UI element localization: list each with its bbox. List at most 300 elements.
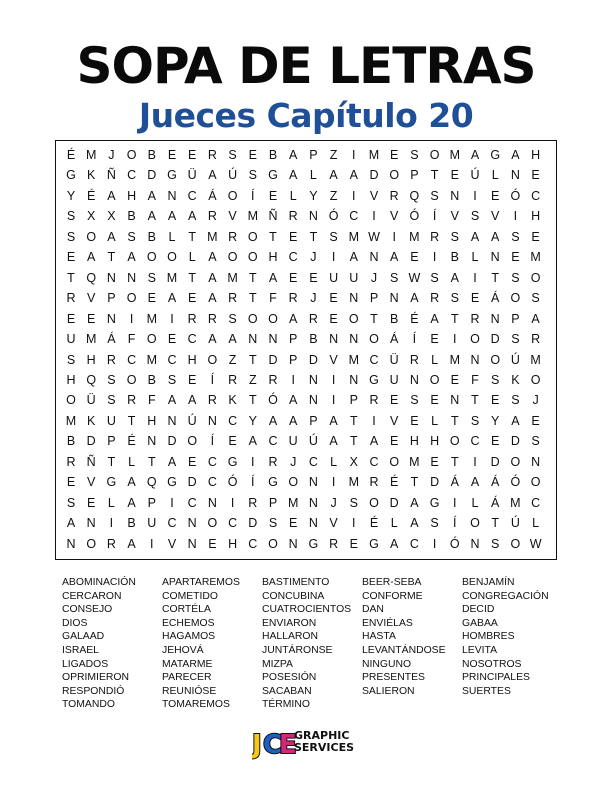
grid-letter: D xyxy=(369,168,379,183)
grid-letter: E xyxy=(491,393,500,408)
logo-line-1: GRAPHIC xyxy=(294,729,350,742)
grid-letter: T xyxy=(349,434,358,449)
grid-letter: S xyxy=(107,372,116,387)
grid-letter: T xyxy=(450,413,459,428)
grid-letter: Z xyxy=(228,352,237,367)
grid-letter: Q xyxy=(409,188,420,203)
grid-letter: M xyxy=(368,148,380,162)
grid-letter: F xyxy=(127,332,136,347)
grid-letter: R xyxy=(106,352,116,367)
grid-letter: N xyxy=(66,536,76,551)
grid-letter: O xyxy=(126,148,137,162)
grid-letter: Ñ xyxy=(106,168,116,183)
grid-letter: G xyxy=(106,475,117,490)
grid-letter: V xyxy=(450,209,459,224)
grid-letter: M xyxy=(530,250,541,265)
grid-letter: S xyxy=(410,393,419,408)
word-list-item: COMETIDO xyxy=(162,590,218,602)
grid-letter: Ú xyxy=(510,352,520,367)
word-list-item: ENVIARON xyxy=(262,617,317,629)
grid-letter: N xyxy=(308,495,318,510)
grid-letter: N xyxy=(369,250,379,265)
word-column-1 xyxy=(62,576,136,712)
grid-letter: A xyxy=(470,148,480,162)
grid-letter: M xyxy=(530,352,541,367)
grid-letter: A xyxy=(208,168,217,183)
grid-letter: E xyxy=(390,434,399,449)
grid-letter: E xyxy=(87,495,96,510)
grid-letter: I xyxy=(352,188,356,203)
grid-letter: A xyxy=(107,188,116,203)
grid-letter: E xyxy=(349,536,358,551)
grid-letter: H xyxy=(409,434,419,449)
grid-letter: A xyxy=(167,454,177,469)
grid-letter: S xyxy=(430,188,439,203)
grid-letter: N xyxy=(490,311,500,326)
grid-letter: J xyxy=(310,291,317,306)
grid-letter: T xyxy=(309,229,318,244)
grid-letter: A xyxy=(289,311,298,326)
grid-letter: É xyxy=(410,311,419,326)
grid-letter: T xyxy=(471,393,479,408)
grid-letter: I xyxy=(331,475,336,490)
grid-letter: V xyxy=(329,352,338,367)
grid-letter: E xyxy=(289,516,298,531)
grid-letter: O xyxy=(530,270,541,285)
grid-letter: L xyxy=(168,229,176,244)
grid-letter: C xyxy=(409,536,419,551)
grid-letter: T xyxy=(491,270,499,285)
word-list-item: BASTIMENTO xyxy=(262,577,330,588)
grid-letter: O xyxy=(470,332,480,347)
grid-letter: F xyxy=(471,372,479,387)
word-list-item: GALAAD xyxy=(62,631,105,643)
grid-letter: N xyxy=(389,291,399,306)
grid-letter: C xyxy=(207,475,217,490)
grid-letter: P xyxy=(511,311,520,326)
grid-letter: K xyxy=(511,372,520,387)
grid-letter: I xyxy=(230,495,235,510)
grid-letter: A xyxy=(66,516,76,531)
grid-letter: N xyxy=(409,372,419,387)
grid-letter: Ó xyxy=(409,209,420,224)
grid-letter: Í xyxy=(251,188,255,203)
grid-letter: R xyxy=(207,209,217,224)
grid-letter: W xyxy=(408,270,421,285)
grid-letter: T xyxy=(349,413,358,428)
grid-letter: T xyxy=(410,475,419,490)
grid-letter: A xyxy=(127,536,136,551)
grid-letter: R xyxy=(66,454,76,469)
grid-letter: E xyxy=(430,332,439,347)
grid-letter: E xyxy=(491,434,500,449)
grid-letter: O xyxy=(348,311,359,326)
grid-letter: T xyxy=(67,270,75,285)
grid-letter: S xyxy=(147,270,156,285)
grid-letter: Q xyxy=(146,475,157,490)
word-list-item: HASTA xyxy=(362,631,396,643)
grid-letter: S xyxy=(349,495,358,510)
grid-letter: U xyxy=(106,413,116,428)
grid-letter: O xyxy=(187,434,198,449)
grid-letter: N xyxy=(470,352,480,367)
grid-letter: I xyxy=(473,270,477,285)
word-list-item: OPRIMIERON xyxy=(62,672,129,684)
grid-letter: S xyxy=(248,168,257,183)
grid-letter: N xyxy=(86,516,96,531)
grid-letter: N xyxy=(127,270,137,285)
grid-letter: G xyxy=(308,536,319,551)
grid-letter: N xyxy=(106,270,116,285)
grid-letter: E xyxy=(531,229,540,244)
grid-letter: I xyxy=(109,516,114,531)
grid-letter: V xyxy=(369,188,379,203)
word-column-5 xyxy=(462,576,549,698)
grid-letter: A xyxy=(470,229,480,244)
grid-letter: B xyxy=(147,372,156,387)
grid-letter: R xyxy=(369,393,379,408)
grid-letter: R xyxy=(308,311,318,326)
grid-letter: J xyxy=(370,270,378,285)
grid-letter: G xyxy=(490,148,501,162)
grid-letter: R xyxy=(430,229,440,244)
word-list-item: CERCARON xyxy=(62,590,122,602)
grid-letter: V xyxy=(87,291,96,306)
grid-letter: S xyxy=(66,352,76,367)
grid-letter: Á xyxy=(107,332,116,347)
grid-letter: R xyxy=(288,209,298,224)
grid-letter: N xyxy=(531,454,541,469)
grid-letter: U xyxy=(288,434,298,449)
grid-letter: Á xyxy=(450,475,459,490)
word-list-item: LEVANTÁNDOSE xyxy=(362,644,446,656)
grid-letter: T xyxy=(450,454,459,469)
grid-letter: E xyxy=(511,250,520,265)
grid-letter: M xyxy=(348,229,359,244)
grid-letter: O xyxy=(510,536,521,551)
grid-letter: H xyxy=(187,352,197,367)
grid-letter: N xyxy=(248,332,258,347)
grid-letter: O xyxy=(510,454,521,469)
grid-letter: Á xyxy=(390,332,399,347)
grid-letter: S xyxy=(66,495,76,510)
grid-letter: M xyxy=(65,413,77,428)
grid-letter: O xyxy=(389,454,400,469)
grid-letter: I xyxy=(352,148,356,162)
grid-letter: N xyxy=(349,291,359,306)
grid-letter: C xyxy=(207,454,217,469)
word-list-item: HALLARON xyxy=(262,631,319,643)
grid-letter: H xyxy=(228,536,238,551)
grid-letter: O xyxy=(247,250,258,265)
grid-letter: N xyxy=(308,393,318,408)
grid-letter: N xyxy=(167,413,177,428)
grid-letter: A xyxy=(248,434,257,449)
grid-letter: I xyxy=(251,454,255,469)
grid-letter: N xyxy=(167,188,177,203)
grid-letter: R xyxy=(369,475,379,490)
grid-letter: O xyxy=(530,475,541,490)
grid-letter: X xyxy=(87,209,96,224)
grid-letter: Ó xyxy=(227,475,238,490)
grid-letter: P xyxy=(410,168,419,183)
grid-letter: E xyxy=(289,229,298,244)
grid-letter: E xyxy=(491,188,500,203)
svg-text:E: E xyxy=(279,730,296,760)
grid-letter: É xyxy=(127,434,136,449)
grid-letter: D xyxy=(147,168,157,183)
grid-letter: E xyxy=(188,372,197,387)
grid-letter: N xyxy=(207,495,217,510)
grid-letter: Ü xyxy=(187,168,197,183)
grid-letter: M xyxy=(85,148,97,162)
grid-letter: K xyxy=(87,413,96,428)
word-list-item: GABAA xyxy=(462,617,498,629)
grid-letter: I xyxy=(170,495,174,510)
grid-letter: T xyxy=(248,270,257,285)
grid-letter: N xyxy=(106,311,116,326)
grid-letter: Á xyxy=(208,188,217,203)
grid-letter: C xyxy=(167,516,177,531)
grid-letter: O xyxy=(86,536,97,551)
grid-letter: D xyxy=(268,352,278,367)
grid-letter: A xyxy=(188,393,197,408)
grid-letter: X xyxy=(107,209,116,224)
grid-letter: O xyxy=(66,393,76,408)
grid-letter: T xyxy=(491,516,499,531)
grid-letter: O xyxy=(369,332,379,347)
word-list-item: DIOS xyxy=(62,617,88,629)
word-list-item: MATARME xyxy=(162,658,213,670)
grid-letter: N xyxy=(308,475,318,490)
grid-letter: P xyxy=(309,413,318,428)
grid-letter: A xyxy=(147,209,156,224)
grid-letter: Ü xyxy=(86,393,96,408)
grid-letter: E xyxy=(167,148,177,162)
grid-letter: J xyxy=(310,250,317,265)
word-list-item: MIZPA xyxy=(262,658,293,670)
grid-letter: M xyxy=(85,332,97,347)
grid-letter: H xyxy=(268,250,278,265)
word-list-item: SACABAN xyxy=(262,685,312,697)
word-list-item: ABOMINACIÓN xyxy=(62,577,136,588)
word-list-item: DAN xyxy=(362,604,384,616)
word-list-item: HOMBRES xyxy=(462,631,515,643)
grid-letter: G xyxy=(429,495,440,510)
grid-letter: A xyxy=(208,332,217,347)
grid-letter: A xyxy=(127,495,136,510)
grid-letter: S xyxy=(491,536,500,551)
grid-letter: M xyxy=(449,352,460,367)
grid-letter: R xyxy=(288,291,298,306)
grid-letter: C xyxy=(268,434,278,449)
grid-letter: P xyxy=(369,291,379,306)
grid-letter: E xyxy=(329,311,338,326)
grid-letter: R xyxy=(228,229,238,244)
grid-letter: N xyxy=(308,516,318,531)
grid-letter: É xyxy=(390,475,399,490)
word-list-item: ENVIÉLAS xyxy=(362,617,413,629)
grid-letter: Y xyxy=(309,188,318,203)
grid-letter: T xyxy=(188,229,196,244)
grid-letter: D xyxy=(490,332,500,347)
grid-letter: R xyxy=(329,536,339,551)
word-list-item: LIGADOS xyxy=(62,658,109,670)
grid-letter: R xyxy=(389,188,399,203)
word-list-item: JEHOVÁ xyxy=(162,644,204,656)
grid-letter: T xyxy=(248,291,257,306)
grid-letter: E xyxy=(531,413,540,428)
grid-letter: M xyxy=(146,352,157,367)
grid-letter: N xyxy=(349,372,359,387)
grid-letter: Í xyxy=(251,475,255,490)
grid-letter: E xyxy=(450,372,459,387)
grid-letter: U xyxy=(147,516,157,531)
grid-letter: Z xyxy=(248,372,257,387)
grid-letter: S xyxy=(410,148,419,162)
grid-letter: B xyxy=(309,332,318,347)
grid-letter: R xyxy=(187,311,197,326)
grid-letter: N xyxy=(288,536,298,551)
grid-letter: O xyxy=(429,372,440,387)
jce-graphic-services-logo xyxy=(252,726,364,760)
grid-letter: D xyxy=(187,475,197,490)
grid-letter: R xyxy=(409,352,419,367)
grid-letter: A xyxy=(369,434,379,449)
grid-letter: S xyxy=(450,229,459,244)
grid-letter: P xyxy=(289,352,298,367)
word-list-item: JUNTÁRONSE xyxy=(262,644,333,656)
grid-letter: A xyxy=(410,495,419,510)
grid-letter: O xyxy=(268,536,278,551)
grid-letter: R xyxy=(207,393,217,408)
grid-letter: O xyxy=(288,475,299,490)
page-title: SOPA DE LETRAS xyxy=(76,37,536,95)
grid-letter: T xyxy=(188,270,196,285)
grid-letter: M xyxy=(348,352,359,367)
grid-letter: N xyxy=(490,250,500,265)
grid-letter: S xyxy=(430,270,439,285)
grid-letter: C xyxy=(470,434,480,449)
grid-letter: G xyxy=(227,454,238,469)
grid-letter: Ú xyxy=(187,413,197,428)
grid-letter: É xyxy=(87,188,96,203)
grid-letter: S xyxy=(491,372,500,387)
grid-letter: N xyxy=(510,168,520,183)
grid-letter: A xyxy=(268,413,278,428)
grid-letter: É xyxy=(66,148,76,162)
grid-letter: S xyxy=(107,393,116,408)
grid-letter: E xyxy=(188,454,197,469)
grid-letter: M xyxy=(409,454,420,469)
grid-letter: A xyxy=(410,291,419,306)
grid-letter: O xyxy=(126,372,137,387)
grid-letter: G xyxy=(369,372,379,387)
grid-letter: I xyxy=(473,454,477,469)
grid-letter: O xyxy=(227,188,238,203)
grid-letter: L xyxy=(532,516,540,531)
grid-letter: I xyxy=(453,495,457,510)
grid-letter: A xyxy=(228,332,237,347)
grid-letter: M xyxy=(449,148,460,162)
grid-letter: A xyxy=(329,434,338,449)
word-list-item: CONCUBINA xyxy=(262,590,325,602)
grid-letter: P xyxy=(309,148,318,162)
grid-letter: C xyxy=(127,352,137,367)
grid-letter: O xyxy=(167,250,177,265)
word-list-item: BEER-SEBA xyxy=(362,577,422,588)
grid-letter: E xyxy=(228,434,237,449)
grid-letter: O xyxy=(369,495,379,510)
grid-letter: A xyxy=(268,270,278,285)
grid-letter: A xyxy=(289,168,298,183)
grid-letter: R xyxy=(228,291,238,306)
grid-letter: N xyxy=(147,434,157,449)
grid-letter: D xyxy=(308,352,318,367)
grid-letter: O xyxy=(227,250,238,265)
grid-letter: D xyxy=(510,434,520,449)
grid-letter: F xyxy=(147,393,156,408)
word-list-item: TOMANDO xyxy=(62,699,115,711)
grid-letter: A xyxy=(188,209,197,224)
grid-letter: C xyxy=(167,352,177,367)
grid-letter: Ó xyxy=(510,475,521,490)
grid-letter: N xyxy=(450,188,460,203)
grid-letter: I xyxy=(331,393,336,408)
grid-letter: Y xyxy=(66,188,76,203)
grid-letter: U xyxy=(66,332,76,347)
word-list-item: HAGAMOS xyxy=(162,631,216,643)
grid-letter: L xyxy=(431,352,439,367)
grid-letter: Z xyxy=(329,148,338,162)
grid-letter: Q xyxy=(86,372,97,387)
grid-letter: X xyxy=(349,454,358,469)
grid-letter: V xyxy=(228,209,237,224)
grid-letter: A xyxy=(511,413,520,428)
grid-letter: I xyxy=(170,311,174,326)
grid-letter: N xyxy=(470,536,480,551)
grid-letter: G xyxy=(268,475,278,490)
grid-letter: G xyxy=(66,168,76,183)
grid-letter: U xyxy=(389,372,399,387)
grid-letter: C xyxy=(349,209,359,224)
grid-letter: Á xyxy=(491,475,500,490)
grid-letter: M xyxy=(166,270,178,285)
word-list-item: RESPONDIÓ xyxy=(62,685,125,697)
grid-letter: I xyxy=(453,332,457,347)
grid-letter: T xyxy=(248,393,257,408)
grid-letter: W xyxy=(529,536,542,551)
grid-letter: O xyxy=(207,352,218,367)
grid-letter: M xyxy=(348,475,359,490)
word-list-item: LEVITA xyxy=(462,644,498,656)
grid-letter: H xyxy=(86,352,96,367)
grid-letter: M xyxy=(146,311,157,326)
grid-letter: D xyxy=(167,434,177,449)
grid-letter: A xyxy=(329,413,338,428)
grid-letter: N xyxy=(349,332,359,347)
word-list-item: BENJAMÍN xyxy=(462,577,515,588)
grid-letter: E xyxy=(188,291,197,306)
word-column-2 xyxy=(162,576,240,712)
grid-letter: G xyxy=(167,168,177,183)
grid-letter: K xyxy=(87,168,96,183)
grid-letter: T xyxy=(450,311,459,326)
grid-letter: I xyxy=(432,536,437,551)
grid-letter: G xyxy=(369,536,379,551)
grid-letter: S xyxy=(511,332,520,347)
grid-letter: T xyxy=(127,413,136,428)
